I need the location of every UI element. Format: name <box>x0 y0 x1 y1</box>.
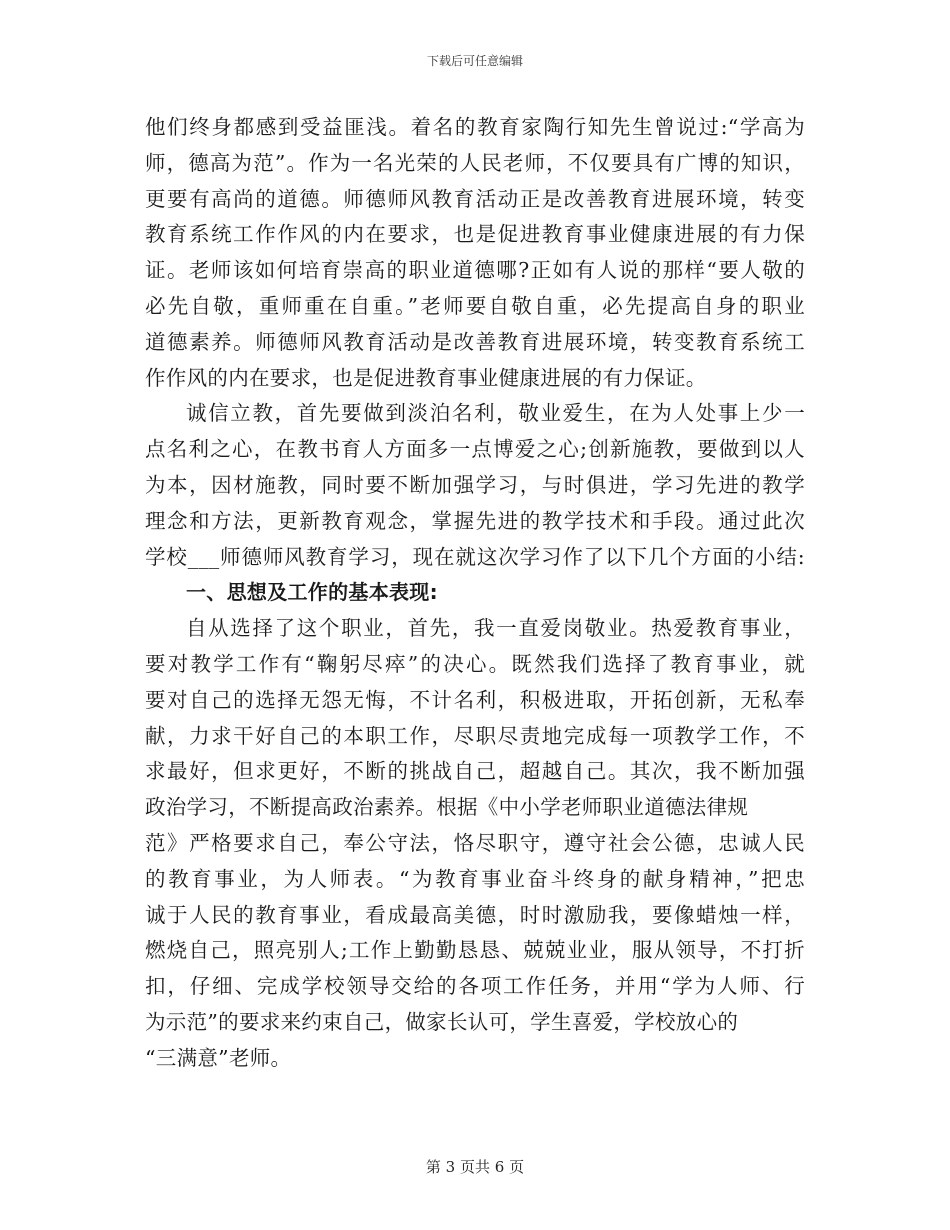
body-line: 作作风的内在要求，也是促进教育事业健康进展的有力保证。 <box>145 365 707 390</box>
body-line: 求最好，但求更好，不断的挑战自己，超越自己。其次，我不断加强 <box>145 759 805 784</box>
body-line: “三满意”老师。 <box>145 1045 292 1070</box>
body-line: 必先自敬，重师重在自重。”老师要自敬自重，必先提高自身的职业 <box>145 293 805 318</box>
body-line: 学校___师德师风教育学习，现在就这次学习作了以下几个方面的小结: <box>145 544 805 569</box>
body-line: 理念和方法，更新教育观念，掌握先进的教学技术和手段。通过此次 <box>145 508 805 533</box>
body-line: 政治学习，不断提高政治素养。根据《中小学老师职业道德法律规 <box>145 795 749 820</box>
body-line: 燃烧自己，照亮别人;工作上勤勤恳恳、兢兢业业，服从领导，不打折 <box>145 938 805 963</box>
page-number: 第 3 页共 6 页 <box>425 1158 525 1176</box>
body-line: 范》严格要求自己，奉公守法，恪尽职守，遵守社会公德，忠诚人民 <box>145 830 805 855</box>
body-line: 献，力求干好自己的本职工作，尽职尽责地完成每一项教学工作，不 <box>145 723 805 748</box>
paragraph-start-line: 自从选择了这个职业，首先，我一直爱岗敬业。热爱教育事业， <box>186 616 805 641</box>
body-line: 师，德高为范”。作为一名光荣的人民老师，不仅要具有广博的知识， <box>145 150 805 175</box>
document-body <box>145 110 805 1077</box>
body-line: 教育系统工作作风的内在要求，也是促进教育事业健康进展的有力保 <box>145 222 805 247</box>
body-line: 更要有高尚的道德。师德师风教育活动正是改善教育进展环境，转变 <box>145 186 805 211</box>
section-heading: 一、思想及工作的基本表现: <box>186 580 438 605</box>
body-line: 要对自己的选择无怨无悔，不计名利，积极进取，开拓创新，无私奉 <box>145 687 805 712</box>
body-line: 为本，因材施教，同时要不断加强学习，与时俱进，学习先进的教学 <box>145 472 805 497</box>
body-line: 道德素养。师德师风教育活动是改善教育进展环境，转变教育系统工 <box>145 329 805 354</box>
body-line: 为示范”的要求来约束自己，做家长认可，学生喜爱，学校放心的 <box>145 1009 739 1034</box>
body-line: 证。老师该如何培育崇高的职业道德哪?正如有人说的那样“要人敬的 <box>145 258 805 283</box>
body-line: 他们终身都感到受益匪浅。着名的教育家陶行知先生曾说过:“学高为 <box>145 115 805 139</box>
paragraph-start-line: 诚信立教，首先要做到淡泊名利，敬业爱生，在为人处事上少一 <box>186 401 805 426</box>
body-line: 的教育事业，为人师表。“为教育事业奋斗终身的献身精神，”把忠 <box>145 866 805 891</box>
body-line: 诚于人民的教育事业，看成最高美德，时时激励我，要像蜡烛一样， <box>145 902 805 927</box>
body-line: 要对教学工作有“鞠躬尽瘁”的决心。既然我们选择了教育事业，就 <box>145 651 805 676</box>
body-line: 扣，仔细、完成学校领导交给的各项工作任务，并用“学为人师、行 <box>145 974 805 999</box>
page-header: 下载后可任意编辑 <box>426 54 523 68</box>
body-line: 点名利之心，在教书育人方面多一点博爱之心;创新施教，要做到以人 <box>145 437 805 462</box>
